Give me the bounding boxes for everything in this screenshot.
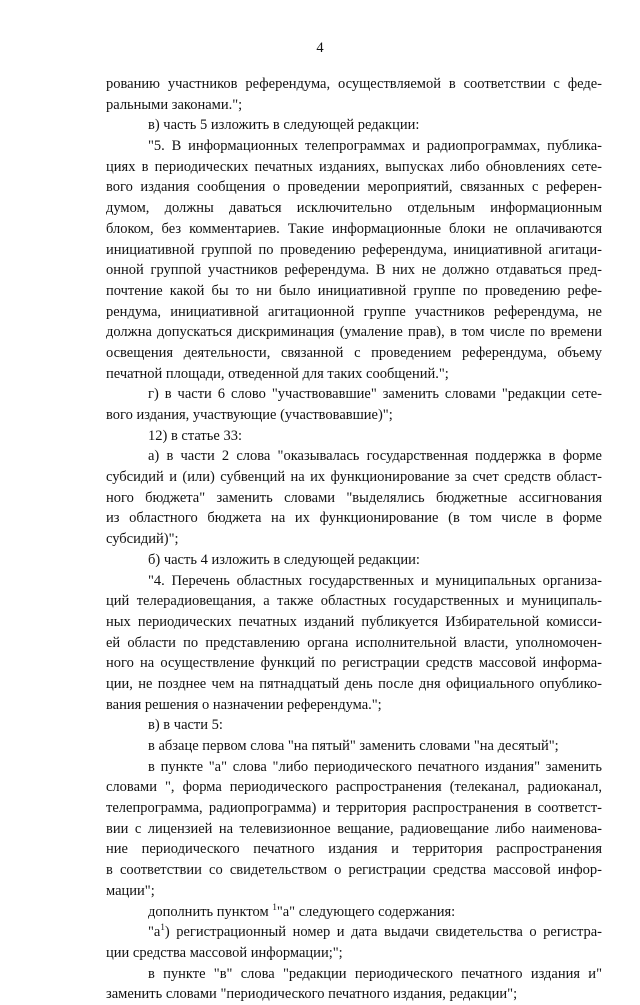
- text-line: дополнить пунктом $^1$"а" следующего содержания:: [148, 901, 456, 920]
- text-line: ей области по представлению органа исполнительной власти, уполномочен-: [106, 634, 602, 651]
- text-line: "$а^1$) регистрационный номер и дата выдачи свидетельства о регистра-: [148, 922, 602, 941]
- text-line: а) в части 2 слова "оказывалась государственная поддержка в форме: [148, 448, 602, 465]
- text-line: в) часть 5 изложить в следующей редакции:: [148, 117, 420, 134]
- text-line: ного бюджета" заменить словами "выделялись бюджетные ассигнования: [106, 489, 602, 506]
- text-line: г) в части 6 слово "участвовавшие" заменить словами "редакции сете-: [148, 386, 602, 403]
- text-line: "5. В информационных телепрограммах и радиопрограммах, публика-: [148, 138, 602, 155]
- text-line: "4. Перечень областных государственных и муниципальных организа-: [148, 572, 602, 589]
- text-line: онной группой участников референдума. В них не должно отдаваться пред-: [106, 262, 602, 279]
- text-line: 12) в статье 33:: [148, 427, 242, 444]
- text-line: вого издания, участвующие (участвовавшие)";: [106, 407, 393, 423]
- text-line: ного на осуществление функций по регистрации средств массовой информа-: [106, 655, 602, 672]
- text-line: вого издания сообщения о проведении мероприятий, связанных с референ-: [106, 179, 602, 196]
- text-line: ных периодических печатных изданий публикуется Избирательной комисси-: [106, 613, 602, 630]
- document-body: [106, 74, 602, 1005]
- text-line: должна допускаться дискриминация (умаление прав), в том числе по времени: [106, 324, 602, 341]
- text-line: субсидий)";: [106, 531, 179, 548]
- text-line: из областного бюджета на их функционирование (в том числе в форме: [106, 510, 602, 527]
- text-line: ции, не позднее чем на пятнадцатый день после дня официального опублико-: [106, 675, 602, 692]
- text-line: ций телерадиовещания, а также областных государственных и муниципаль-: [106, 593, 602, 610]
- text-line: в пункте "в" слова "редакции периодического печатного издания и": [148, 965, 602, 982]
- text-line: почтение какой бы то ни было инициативной группе по проведению рефе-: [106, 282, 602, 299]
- superscript: 1: [160, 922, 165, 933]
- superscript: 1: [272, 901, 277, 912]
- text-line: словами ", форма периодического распространения (телеканал, радиоканал,: [106, 779, 602, 796]
- text-line: циях в периодических печатных изданиях, выпусках либо обновлениях сете-: [106, 158, 602, 175]
- page-number: 4: [316, 40, 324, 56]
- text-line: блоком, без комментариев. Такие информационные блоки не оплачиваются: [106, 220, 602, 237]
- text-line: мации";: [106, 882, 155, 899]
- text-line: ральными законами.";: [106, 96, 243, 113]
- text-line: ции средства массовой информации;";: [106, 944, 343, 961]
- text-line: в пункте "а" слова "либо периодического печатного издания" заменить: [148, 758, 602, 775]
- text-line: думом, должны даваться исключительно отдельным информационным: [106, 200, 602, 217]
- text-line: заменить словами "периодического печатного издания, редакции";: [106, 986, 518, 1003]
- text-line: телепрограмма, радиопрограмма) и территория распространения в соответст-: [106, 800, 602, 817]
- text-line: в соответствии со свидетельством о регистрации средства массовой инфор-: [106, 862, 602, 879]
- text-line: рендума, инициативной агитационной группе участников референдума, не: [106, 303, 602, 320]
- text-line: в) в части 5:: [148, 717, 223, 734]
- text-line: печатной площади, отведенной для таких сообщений.";: [106, 365, 449, 382]
- text-line: вии с лицензией на телевизионное вещание, радиовещание либо наименова-: [106, 820, 602, 837]
- text-line: освещения деятельности, связанной с проведением референдума, объему: [106, 344, 602, 361]
- text-line: ние периодического печатного издания и территория распространения: [106, 841, 602, 858]
- text-line: инициативной группой по проведению референдума, инициативной агитаци-: [106, 241, 602, 258]
- text-line: в абзаце первом слова "на пятый" заменить словами "на десятый";: [148, 738, 559, 754]
- text-line: вания решения о назначении референдума.";: [106, 696, 382, 713]
- text-line: субсидий и (или) субвенций на их функционирование за счет средств област-: [106, 469, 602, 486]
- text-line: б) часть 4 изложить в следующей редакции:: [148, 551, 420, 568]
- text-line: рованию участников референдума, осуществляемой в соответствии с феде-: [106, 76, 602, 92]
